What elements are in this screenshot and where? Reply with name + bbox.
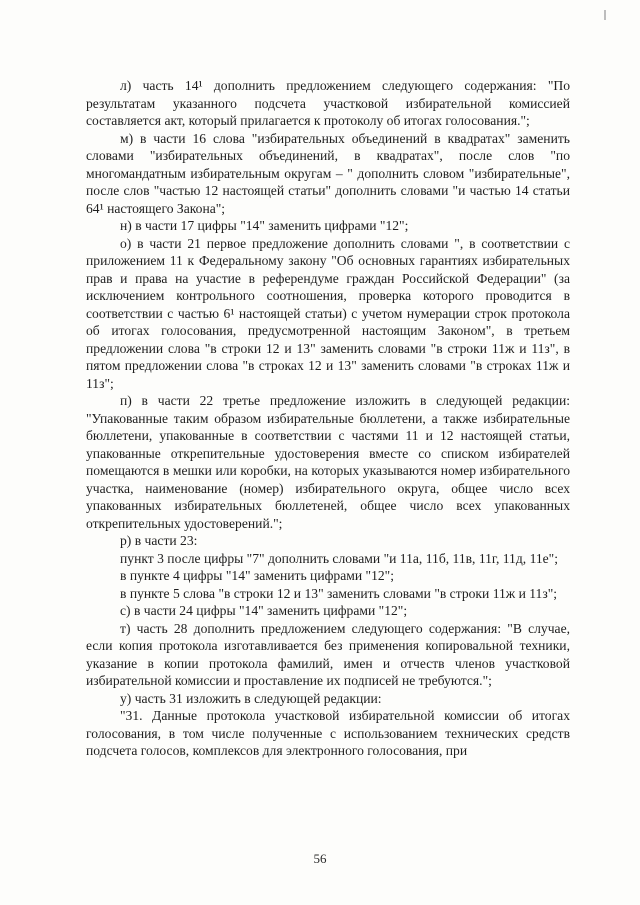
paragraph-p: п) в части 22 третье предложение изложить в следующей редакции: "Упакованные таким образом избирательные бюллетени, а также избирательные бюллетени, упакованные в соответствии с частями 11 и 12 настоящей статьи, упакованные открепительные удостоверения вместе со списком избирателей помещаются в мешки или коробки, на которых указываются номер избирательного участка, наименование (номер) избирательного округа, общее число всех упакованных избирательных бюллетеней, общее число всех упакованных открепительных удостоверений."; — [86, 393, 570, 531]
paragraph-m: м) в части 16 слова "избирательных объединений в квадратах" заменить словами "избирательных объединений, в квадратах", после слов "по многомандатным избирательным округам – " дополнить словом "избирательные", после слов "частью 12 настоящей статьи" дополнить словами "и частью 14 статьи 64¹ настоящего Закона"; — [86, 130, 570, 216]
paragraph-r-item-3: пункт 3 после цифры "7" дополнить словами "и 11а, 11б, 11в, 11г, 11д, 11е"; — [120, 550, 559, 566]
paragraph-s: с) в части 24 цифры "14" заменить цифрами "12"; — [120, 603, 408, 618]
paragraph-r: р) в части 23: — [120, 533, 198, 548]
page-number: 56 — [313, 851, 327, 866]
paragraph-l: л) часть 14¹ дополнить предложением следующего содержания: "По результатам указанного подсчета участковой избирательной комиссией составляется акт, который прилагается к протоколу об итогах голосования."; — [86, 78, 570, 128]
paragraph-u: у) часть 31 изложить в следующей редакции: — [120, 690, 382, 706]
document-body — [86, 77, 570, 760]
paragraph-r-item-5: в пункте 5 слова "в строки 12 и 13" заменить словами "в строки 11ж и 11з"; — [120, 585, 558, 601]
scan-artifact — [604, 10, 606, 20]
paragraph-r-item-4: в пункте 4 цифры "14" заменить цифрами "12"; — [120, 568, 394, 583]
paragraph-o: о) в части 21 первое предложение дополнить словами ", в соответствии с приложением 11 к Федеральному закону "Об основных гарантиях избирательных прав и права на участие в референдуме граждан Российской Федерации" (за исключением контрольного соотношения, проверка которого проводится в соответствии с частью 6¹ настоящей статьи) с учетом нумерации строк протокола об итогах голосования, предусмотренной настоящим Законом", в третьем предложении слова "в строки 12 и 13" заменить словами "в строки 11ж и 11з", в пятом предложении слова "в строках 12 и 13" заменить словами "в строках 11ж и 11з"; — [86, 235, 570, 391]
paragraph-n: н) в части 17 цифры "14" заменить цифрами "12"; — [120, 218, 409, 233]
paragraph-t: т) часть 28 дополнить предложением следующего содержания: "В случае, если копия протокола изготавливается без применения копировальной техники, указание в копии протокола фамилий, имен и отчеств членов участковой избирательной комиссии и проставление их подписей не требуются."; — [86, 620, 570, 688]
paragraph-31: "31. Данные протокола участковой избирательной комиссии об итогах голосования, в том числе полученные с использованием технических средств подсчета голосов, комплексов для электронного голосования, при — [86, 708, 570, 758]
